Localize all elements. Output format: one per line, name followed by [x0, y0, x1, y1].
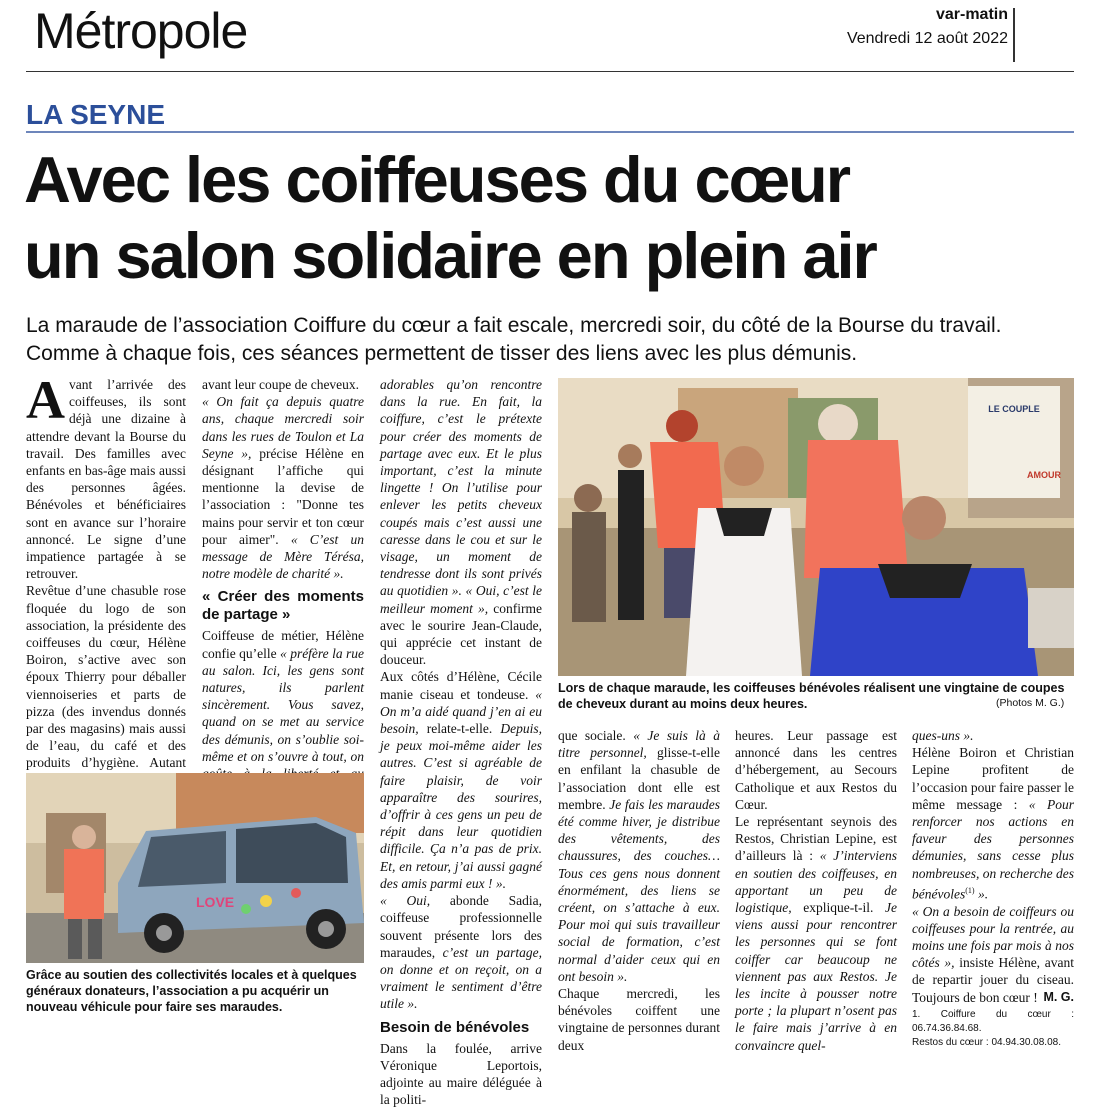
article-column-1: [26, 370, 186, 806]
article-column-4: [558, 727, 720, 1054]
article-kicker: LA SEYNE: [26, 99, 165, 130]
article-column-3: [380, 376, 542, 1108]
paragraph: [380, 668, 542, 892]
article-column-2: [202, 376, 364, 817]
paragraph: [912, 744, 1074, 902]
text-run: Coiffeuse de métier, Hélène confie qu’elle: [202, 628, 364, 661]
section-title: Métropole: [34, 3, 248, 59]
text-run: précise Hélène en désignant l’affiche qui mentionne la devise de l’association : "Donne tes mains pour servir et ton cœur pour aimer".: [202, 445, 364, 547]
van-photo: [26, 773, 364, 963]
article-headline: [24, 142, 1084, 294]
text-run: confirme avec le sourire Jean-Claude, qui apprécie cet instant de douceur.: [380, 600, 543, 668]
paragraph: Chaque mercredi, les bénévoles coiffent une vingtaine de personnes durant deux: [558, 986, 720, 1053]
quote: « préfère la rue au salon. Ici, les gens sont natures, ils parlent sincèrement. Vous savez, quand on se met au service des démunis, on s’oublie soi-même et on s’ouvre à tout, on: [202, 645, 364, 764]
text-run: que sociale.: [558, 728, 634, 743]
article-column-5: [735, 727, 897, 1054]
subheading: Besoin de bénévoles: [380, 1018, 530, 1036]
article-lead: La maraude de l’association Coiffure du cœur a fait escale, mercredi soir, du côté de la Bourse du travail. Comme à chaque fois, ces séances permettent de tisser des liens avec les plus démunis.: [26, 314, 1002, 365]
photo-credit: (Photos M. G.): [996, 697, 1065, 709]
poster-text: LE COUPLE: [988, 404, 1040, 414]
text-run: glisse-t-elle en enfilant la chasuble de l’association dont elle est membre.: [558, 745, 720, 812]
quote: « Je suis là à titre personnel,: [558, 728, 720, 761]
quote: « C’est un message de Mère Térésa, notre modèle de charité ».: [202, 531, 364, 582]
paragraph: [912, 903, 1074, 1006]
text-run: insiste Hélène, avant de repartir jouer du ciseau. Toujours de bon cœur !: [912, 955, 1074, 1005]
paragraph: Dans la foulée, arrive Véronique Leportois, adjointe au maire déléguée à la politi-: [380, 1040, 542, 1108]
paragraph: heures. Leur passage est annoncé dans les centres d’hébergement, au Secours Catholique et aux Restos du Cœur.: [735, 728, 897, 812]
author-signature: M. G.: [1043, 989, 1074, 1004]
issue-date: Vendredi 12 août 2022: [846, 30, 1008, 47]
drop-cap: A: [26, 370, 65, 430]
paragraph: [735, 813, 897, 1054]
haircut-scene-illustration: [558, 378, 1074, 676]
quote: « Oui,: [380, 893, 431, 909]
header-divider: [1013, 8, 1015, 62]
paragraph: [202, 376, 364, 582]
quote: ques-uns ».: [912, 728, 974, 743]
van-photo-caption: Grâce au soutien des collectivités locales et à quelques généraux donateurs, l’association a pu acquérir un nouveau véhicule pour faire ses maraudes.: [26, 968, 357, 1014]
quote: adorables qu’on rencontre dans la rue. En fait, la coiffure, c’est le prétexte pour créer des moments de partage avec eux. Et le plus important, c’est la minute lingette ! On l’utilise pour enlever les petits cheveux coupés mais c’est aussi une caresse dans le cou et sur le visage, un moment de tendresse dont ils sont privés au quotidien ». « Oui, c’est le meilleur moment »,: [380, 377, 542, 616]
footnotes: [912, 1008, 1074, 1050]
paragraph: vant l’arrivée des coiffeuses, ils sont déjà une dizaine à attendre devant la Bourse du travail. Des familles avec enfants en bas-âge mais aussi des personnes âgées. Bénévoles et bénéficiaires sont en avance sur l’horaire annoncé. Le signe d’une impatience partagée à se retrouver.: [26, 377, 186, 582]
quote: Depuis, je peux moi-même aider les autres. C’est si agréable de faire plaisir, de voir apparaître des sourires, d’offrir à ces gens un peu de répit dans leur quotidien difficile. Ça n’a pas de prix. Et, en retour, j’ai aussi gagné des amis parmi eux ! ».: [380, 721, 542, 891]
text-run: avant leur coupe de cheveux.: [202, 377, 360, 392]
quote: « Pour renforcer nos actions en faveur des personnes démunies, sans cesse plus nombreuses, on recherche des bénévoles: [912, 796, 1074, 902]
quote: « J’interviens en soutien des coiffeuses, en apportant un peu de logistique,: [735, 848, 897, 916]
quote: Je fais les maraudes été comme hiver, je distribue des vêtements, des chaussures, des couches… Tous ces gens nous donnent énormément, des liens se créent, on s’attache à eux. Pour moi qui suis travailleur social de formation, c’est normal d’aider ceux qui en ont besoin ».: [558, 796, 721, 984]
text-run: relate-t-elle.: [418, 721, 501, 737]
footnote: Restos du cœur : 04.94.30.08.08.: [912, 1036, 1061, 1048]
paragraph: [380, 892, 542, 1012]
poster-text: AMOUR: [1027, 470, 1061, 480]
text-run: Le représentant seynois des Restos, Christian Lepine, est d’ailleurs là :: [735, 814, 897, 864]
quote: « On fait ça depuis quatre ans, chaque mercredi soir dans les rues de Toulon et La Seyne »,: [202, 394, 364, 461]
text-run: Aux côtés d’Hélène, Cécile manie ciseau et tondeuse.: [380, 669, 542, 702]
article-column-6: [912, 727, 1074, 1050]
text-run: abonde Sadia, coiffeuse professionnelle souvent présente lors des maraudes,: [380, 893, 543, 960]
van-illustration: [26, 773, 364, 963]
headline-line-1: Avec les coiffeuses du cœur: [24, 143, 849, 216]
footnote-marker: (1): [965, 885, 975, 895]
paragraph: Revêtue d’une chasuble rose floquée du logo de son association, la présidente des coiffeuses du cœur, Hélène Boiron, s’active avec son époux Thierry pour déballer viennoiseries et parts de pizza (des invendus donnés par des magasins) mais aussi de l’eau, du café et des produits d’hygiène. Autant: [26, 583, 186, 771]
paragraph: [912, 727, 1074, 744]
footnote: 1. Coiffure du cœur : 06.74.36.84.68.: [912, 1008, 1074, 1034]
main-photo-caption: Lors de chaque maraude, les coiffeuses bénévoles réalisent une vingtaine de coupes de cheveux durant au moins deux heures.: [558, 681, 1065, 711]
quote: ».: [974, 886, 989, 902]
text-run: Hélène Boiron et Christian Lepine profitent de l’occasion pour faire passer le même message :: [912, 745, 1074, 812]
header-rule: [26, 71, 1074, 72]
van-text: LOVE: [196, 894, 235, 910]
headline-line-2: un salon solidaire en plein air: [24, 219, 876, 292]
quote: « On a besoin de coiffeurs ou coiffeuses pour la rentrée, au moins une fois par mois à nos côtés »,: [912, 903, 1074, 971]
subheading: « Créer des moments de partage »: [202, 588, 364, 624]
quote: Je viens aussi pour rencontrer les personnes qui se font coiffer car beaucoup ne viennent pas aux Restos. Je les incite à pousser notre porte ; la plupart n’osent pas le faire mais j’arrive à en convaincre quel-: [735, 900, 897, 1053]
newspaper-brand: var-matin: [935, 6, 1008, 23]
quote: « On m’a aidé quand j’en ai eu besoin,: [380, 686, 542, 737]
text-run: explique-t-il.: [791, 900, 886, 916]
paragraph: [558, 727, 720, 985]
paragraph: [380, 376, 542, 668]
kicker-rule: [26, 131, 1074, 133]
main-photo: [558, 378, 1074, 676]
quote: c’est un partage, on donne et on reçoit, on a vraiment le sentiment d’être utile ».: [380, 944, 543, 1012]
